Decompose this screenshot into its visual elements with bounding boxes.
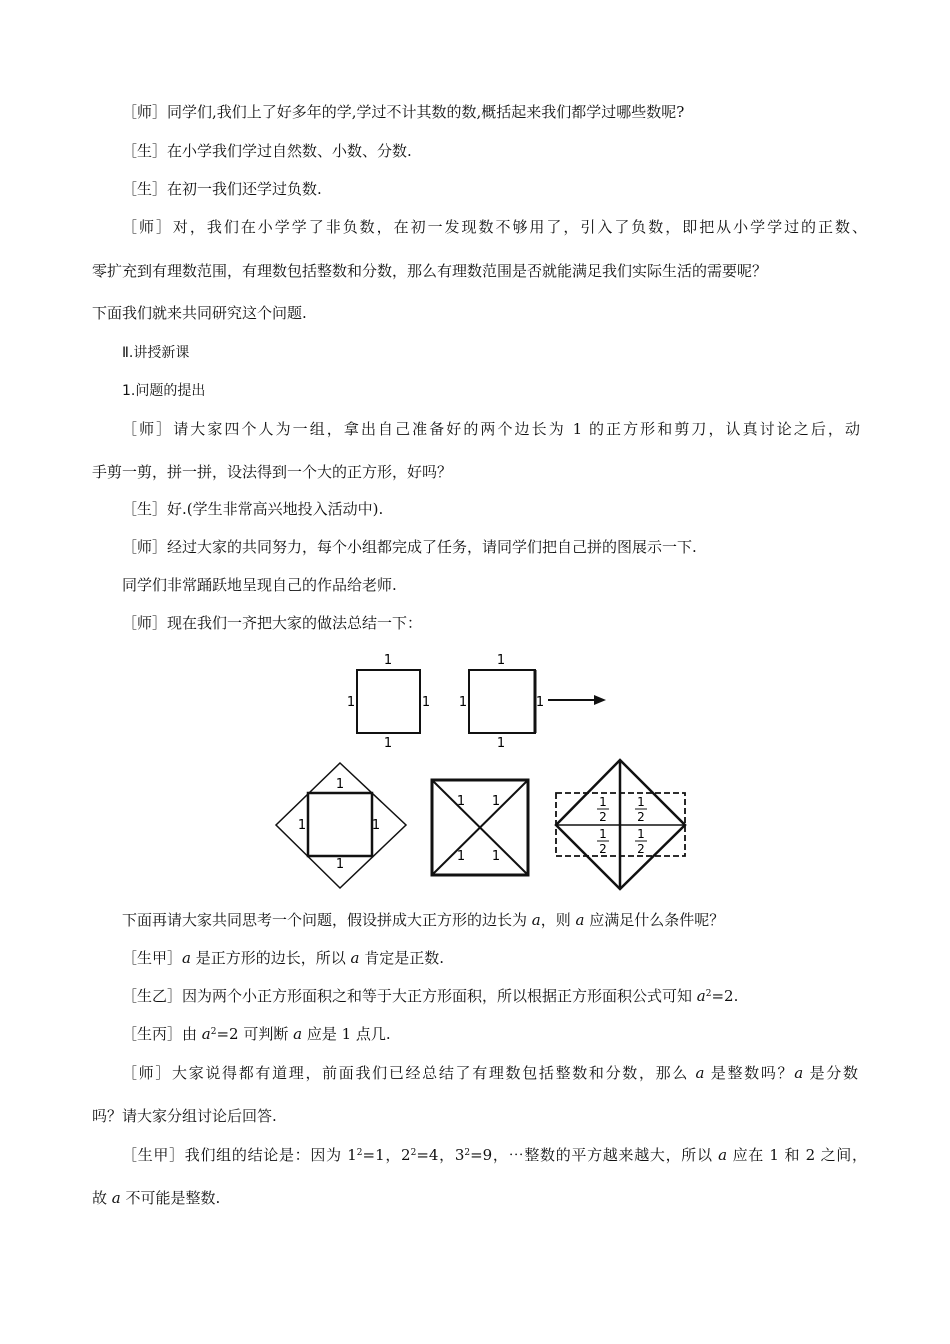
arrow-head-icon [594, 695, 606, 705]
paragraph-teacher-line-2: 零扩充到有理数范围，有理数包括整数和分数，那么有理数范围是否就能满足我们实际生活的需要呢？ [92, 262, 768, 280]
label-left-1: 1 [346, 695, 356, 710]
label-top-1: 1 [383, 653, 393, 668]
paragraph-student-c: ［生丙］由 $a^2=2$ 可判断 a 应是 1 点几. [122, 1025, 391, 1043]
paragraph-student-answer-1: ［生］在小学我们学过自然数、小数、分数. [122, 142, 412, 160]
unit-square-1 [357, 670, 420, 733]
label-d-top: 1 [335, 777, 345, 792]
svg-text:2: 2 [637, 842, 645, 856]
paragraph-teacher-line-3: 下面我们就来共同研究这个问题. [92, 304, 307, 322]
label-right-1: 1 [421, 695, 431, 710]
paragraph-student-conclusion-line-2: 故 a 不可能是整数. [92, 1189, 221, 1207]
paragraph-teacher-question: ［师］同学们,我们上了好多年的学,学过不计其数的数,概括起来我们都学过哪些数呢? [122, 103, 685, 121]
paragraph-student-answer-2: ［生］在初一我们还学过负数. [122, 180, 322, 198]
svg-text:2: 2 [599, 810, 607, 824]
svg-text:1: 1 [637, 795, 645, 809]
svg-text:1: 1 [599, 827, 607, 841]
label-bottom-1: 1 [383, 736, 393, 751]
paragraph-students-present: 同学们非常踊跃地呈现自己的作品给老师. [122, 576, 397, 594]
square-puzzle-figure [260, 645, 710, 895]
paragraph-teacher-integer-line-1: ［师］大家说得都有道理，前面我们已经总结了有理数包括整数和分数，那么 a 是整数吗？a 是分数 [122, 1064, 858, 1082]
label-c-tl: 1 [456, 794, 466, 809]
paragraph-student-conclusion-line-1: ［生甲］我们组的结论是：因为 $1^2=1$，$2^2=4$，$3^2=9$，⋯整数的平方越来越大，所以 a 应在 1 和 2 之间， [122, 1146, 868, 1164]
label-right-2: 1 [535, 695, 545, 710]
svg-text:2: 2 [637, 810, 645, 824]
svg-text:1: 1 [637, 827, 645, 841]
paragraph-teacher-summary: ［师］现在我们一齐把大家的做法总结一下： [122, 614, 423, 632]
paragraph-student-a: ［生甲］a 是正方形的边长，所以 a 肯定是正数. [122, 949, 445, 967]
inscribed-square [308, 793, 372, 856]
paragraph-teacher-show: ［师］经过大家的共同努力，每个小组都完成了任务，请同学们把自己拼的图展示一下. [122, 538, 697, 556]
paragraph-task-line-2: 手剪一剪，拼一拼，设法得到一个大的正方形，好吗？ [92, 463, 453, 481]
label-top-2: 1 [496, 653, 506, 668]
paragraph-task-line-1: ［师］请大家四个人为一组，拿出自己准备好的两个边长为 1 的正方形和剪刀，认真讨论之后，动 [122, 420, 860, 438]
paragraph-teacher-line-1: ［师］对，我们在小学学了非负数，在初一发现数不够用了，引入了负数，即把从小学学过的正数、 [122, 218, 867, 236]
unit-square-2 [469, 670, 535, 733]
paragraph-teacher-integer-line-2: 吗？请大家分组讨论后回答. [92, 1107, 277, 1125]
label-left-2: 1 [458, 695, 468, 710]
svg-text:1: 1 [599, 795, 607, 809]
paragraph-question-a: 下面再请大家共同思考一个问题，假设拼成大正方形的边长为 a，则 a 应满足什么条件呢？ [122, 911, 725, 929]
label-d-bottom: 1 [335, 857, 345, 872]
subsection-heading: 1.问题的提出 [122, 383, 206, 399]
label-c-bl: 1 [456, 849, 466, 864]
label-d-left: 1 [297, 818, 307, 833]
label-c-br: 1 [491, 849, 501, 864]
paragraph-student-b: ［生乙］因为两个小正方形面积之和等于大正方形面积，所以根据正方形面积公式可知 $a^2=2$. [122, 987, 739, 1005]
label-d-right: 1 [371, 818, 381, 833]
label-c-tr: 1 [491, 794, 501, 809]
section-heading: Ⅱ.讲授新课 [122, 345, 190, 361]
label-bottom-2: 1 [496, 736, 506, 751]
paragraph-student-ok: ［生］好.(学生非常高兴地投入活动中). [122, 500, 384, 518]
svg-text:2: 2 [599, 842, 607, 856]
